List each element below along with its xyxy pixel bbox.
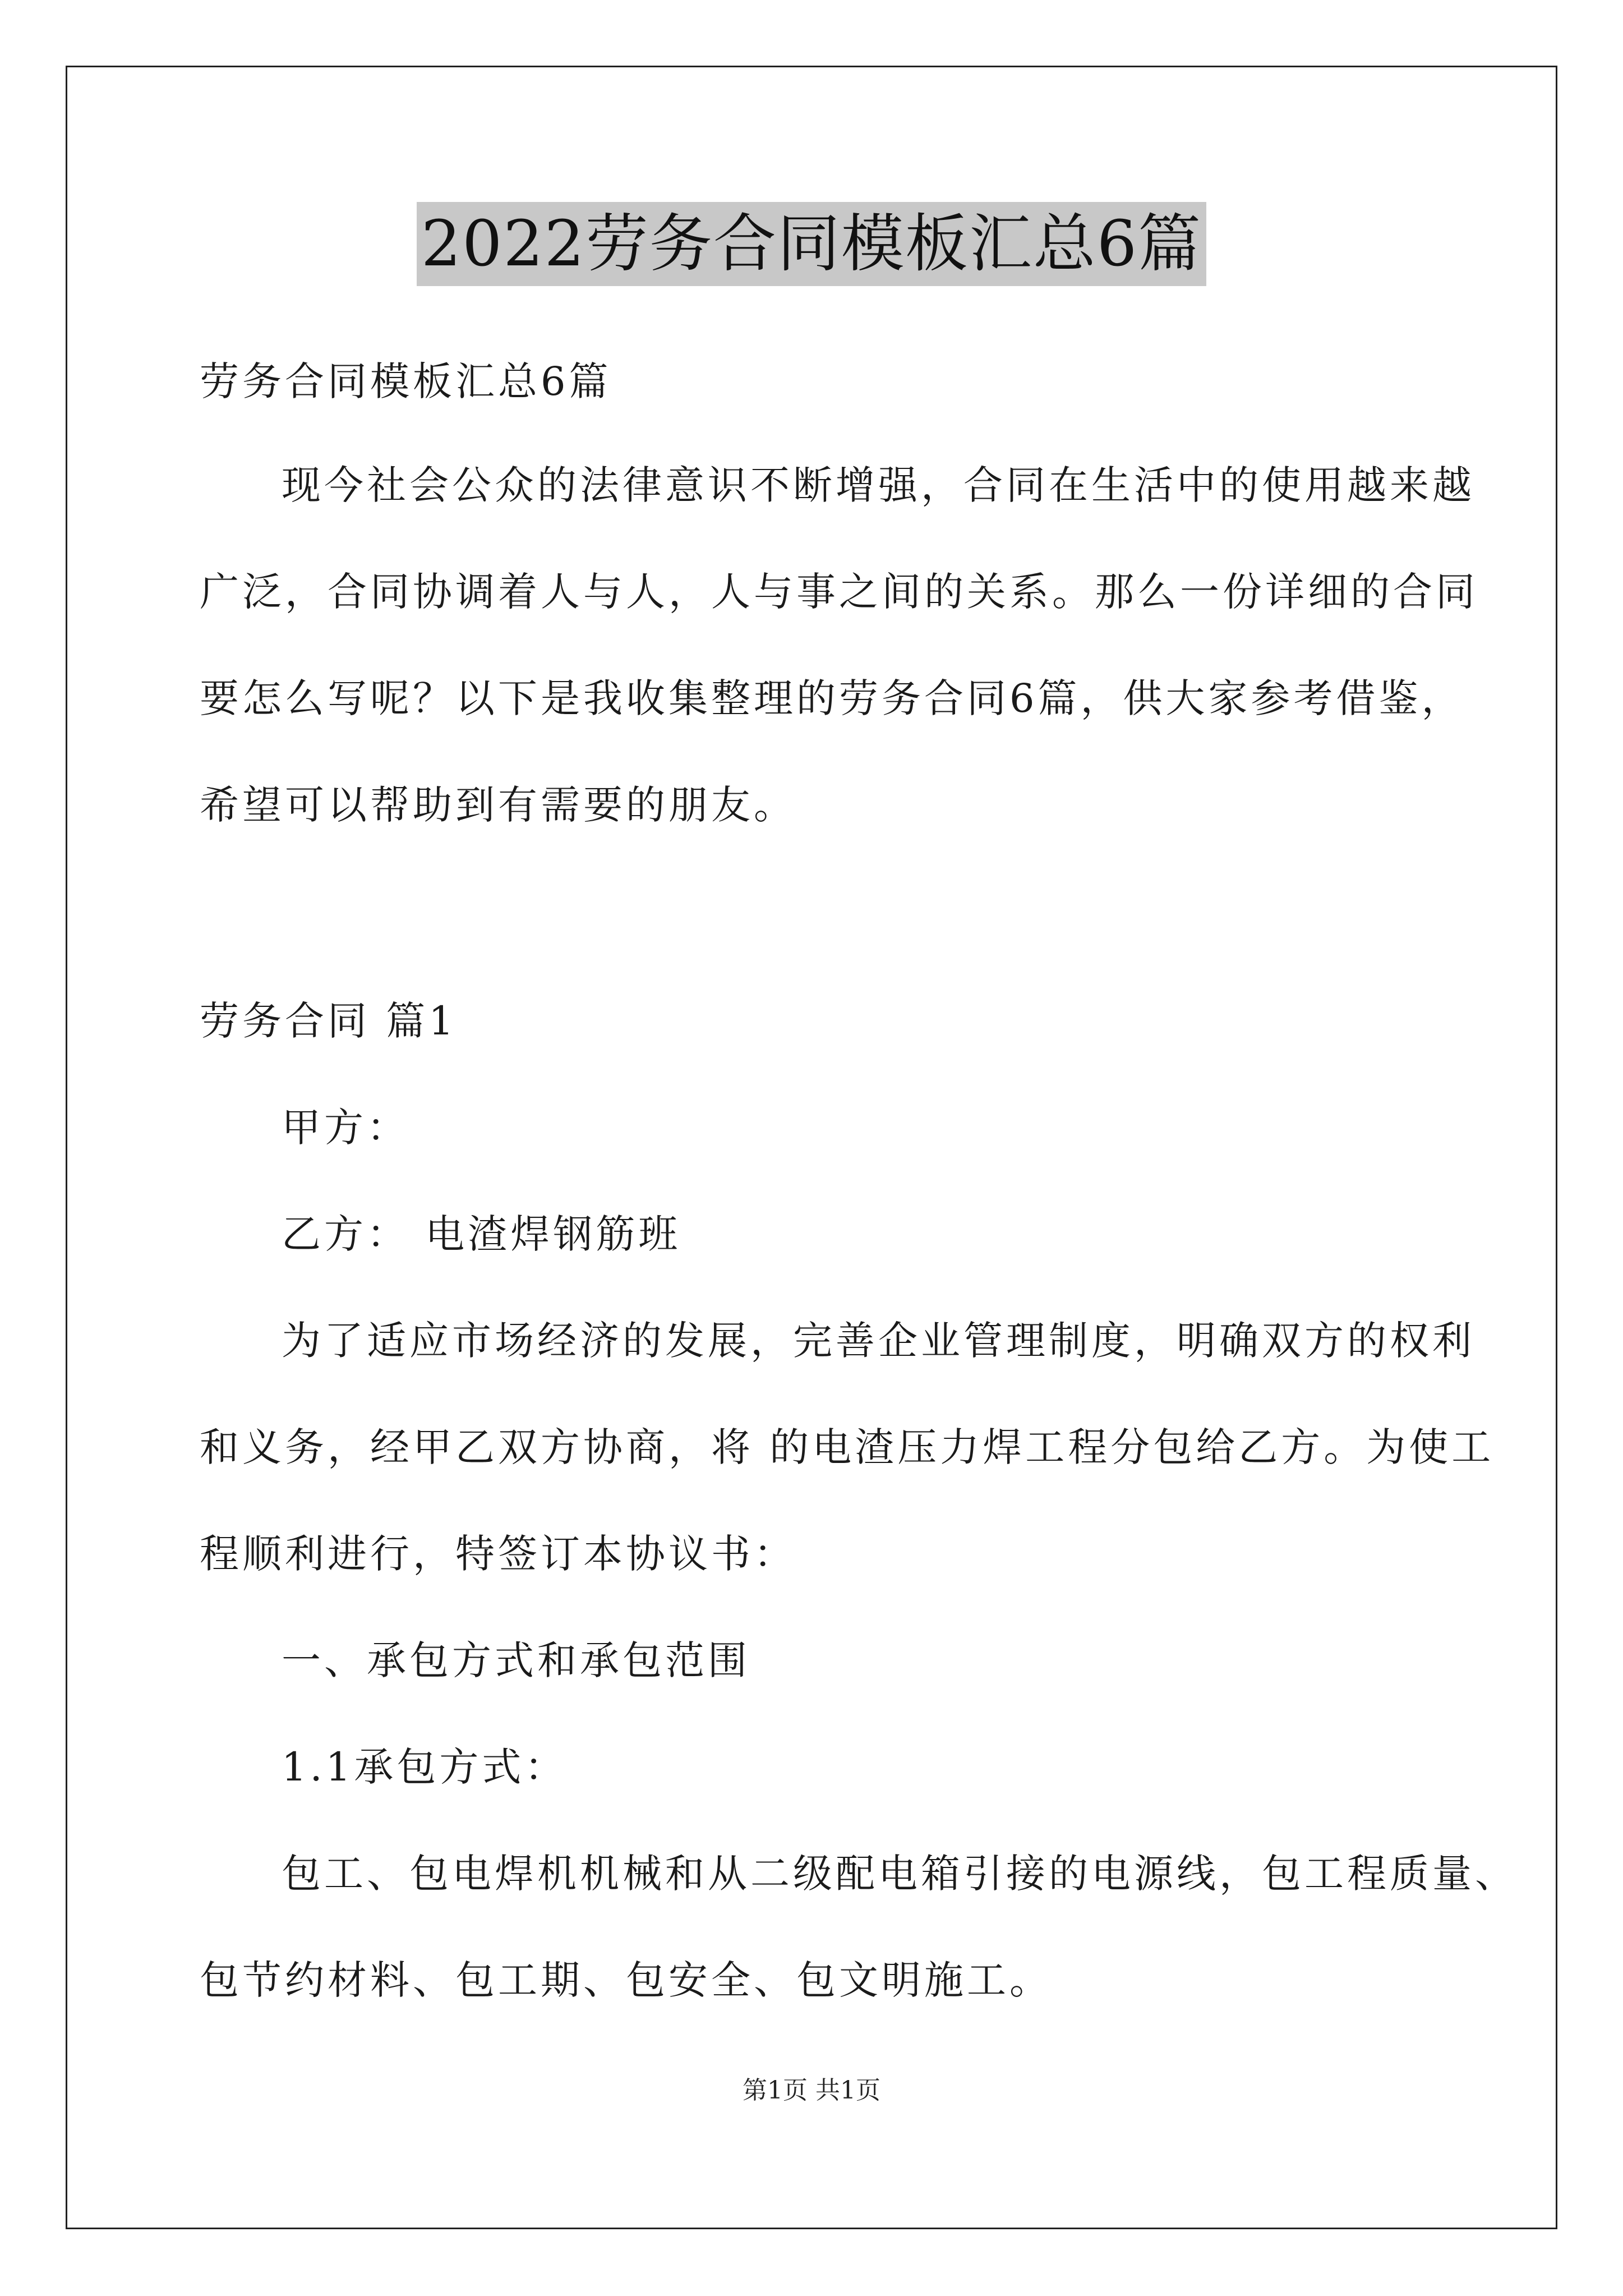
clause-heading-1-1: 1.1承包方式： [282, 1744, 568, 1790]
intro-line-2: 广泛，合同协调着人与人，人与事之间的关系。那么一份详细的合同 [200, 569, 1478, 615]
party-b-label: 乙方： 电渣焊钢筋班 [282, 1211, 681, 1257]
section-heading: 劳务合同 篇1 [200, 998, 457, 1044]
intro-line-3: 要怎么写呢？以下是我收集整理的劳务合同6篇，供大家参考借鉴， [200, 675, 1464, 721]
purpose-line-1: 为了适应市场经济的发展，完善企业管理制度，明确双方的权利 [282, 1318, 1475, 1364]
intro-line-4: 希望可以帮助到有需要的朋友。 [200, 782, 796, 828]
scope-line-2: 包节约材料、包工期、包安全、包文明施工。 [200, 1957, 1052, 2003]
document-title: 2022劳务合同模板汇总6篇 [417, 202, 1206, 286]
purpose-line-2: 和义务，经甲乙双方协商，将 的电渣压力焊工程分包给乙方。为使工 [200, 1424, 1495, 1470]
purpose-line-3: 程顺利进行，特签订本协议书： [200, 1531, 796, 1577]
party-a-label: 甲方： [282, 1105, 409, 1151]
title-container [0, 202, 1623, 286]
page-footer: 第1页 共1页 [743, 2076, 880, 2105]
document-subtitle: 劳务合同模板汇总6篇 [200, 358, 612, 404]
clause-heading-1: 一、承包方式和承包范围 [282, 1637, 750, 1683]
intro-line-1: 现今社会公众的法律意识不断增强，合同在生活中的使用越来越 [282, 462, 1475, 508]
scope-line-1: 包工、包电焊机机械和从二级配电箱引接的电源线，包工程质量、 [282, 1851, 1518, 1897]
